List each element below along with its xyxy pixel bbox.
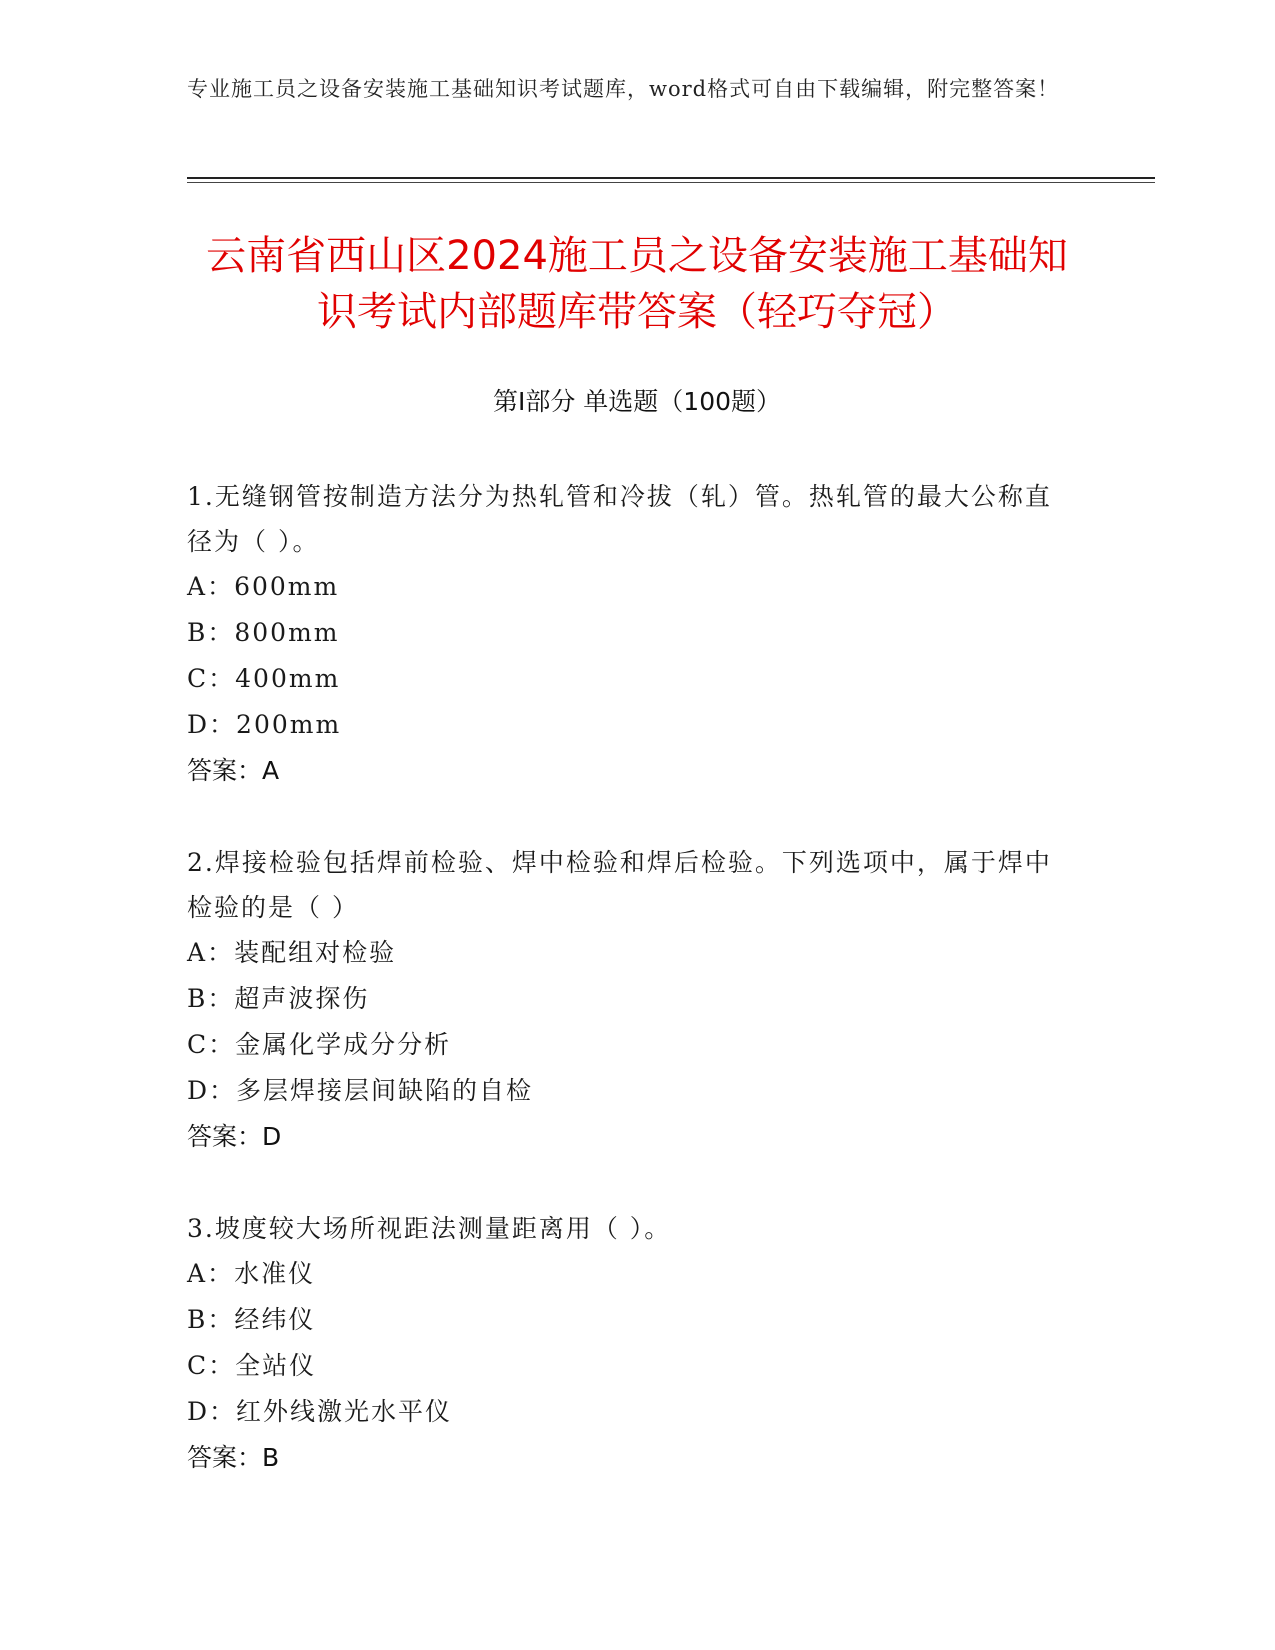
option-letter: C： — [187, 1351, 236, 1380]
option-d — [187, 1389, 1067, 1435]
option-text: 200mm — [236, 710, 342, 739]
option-letter: C： — [187, 664, 236, 693]
option-text: 超声波探伤 — [234, 984, 370, 1013]
option-text: 800mm — [234, 618, 340, 647]
option-c — [187, 1343, 1067, 1389]
question-list — [187, 474, 1067, 1527]
question-stem: 1.无缝钢管按制造方法分为热轧管和冷拔（轧）管。热轧管的最大公称直径为（ ）。 — [187, 482, 1052, 556]
option-letter: A： — [187, 938, 235, 967]
question-1 — [187, 474, 1067, 794]
option-letter: B： — [187, 984, 235, 1013]
option-text: 水准仪 — [234, 1259, 316, 1288]
option-b — [187, 976, 1067, 1022]
question-stem: 3.坡度较大场所视距法测量距离用（ ）。 — [187, 1214, 672, 1243]
question-stem: 2.焊接检验包括焊前检验、焊中检验和焊后检验。下列选项中，属于焊中检验的是（ ） — [187, 848, 1052, 922]
option-text: 600mm — [234, 572, 340, 601]
option-letter: B： — [187, 618, 235, 647]
option-text: 经纬仪 — [234, 1305, 316, 1334]
option-c — [187, 1022, 1067, 1068]
option-letter: A： — [187, 1259, 235, 1288]
option-text: 金属化学成分分析 — [235, 1030, 452, 1059]
option-text: 400mm — [235, 664, 341, 693]
answer: 答案：B — [187, 1443, 280, 1472]
answer: 答案：D — [187, 1122, 282, 1151]
question-3 — [187, 1206, 1067, 1481]
option-letter: D： — [187, 710, 237, 739]
option-a — [187, 564, 1067, 610]
option-text: 全站仪 — [235, 1351, 317, 1380]
option-a — [187, 1251, 1067, 1297]
question-2 — [187, 840, 1067, 1160]
option-b — [187, 1297, 1067, 1343]
header-note: 专业施工员之设备安装施工基础知识考试题库，word格式可自由下载编辑，附完整答案！ — [187, 77, 1060, 101]
option-letter: D： — [187, 1397, 237, 1426]
option-a — [187, 930, 1067, 976]
option-letter: A： — [187, 572, 235, 601]
header-divider-thin — [187, 182, 1155, 183]
option-letter: B： — [187, 1305, 235, 1334]
header-divider-thick — [187, 177, 1155, 179]
option-d — [187, 1068, 1067, 1114]
option-b — [187, 610, 1067, 656]
section-title: 第I部分 单选题（100题） — [492, 387, 782, 416]
document-title: 云南省西山区2024施工员之设备安装施工基础知识考试内部题库带答案（轻巧夺冠） — [206, 233, 1068, 335]
option-text: 多层焊接层间缺陷的自检 — [236, 1076, 534, 1105]
answer: 答案：A — [187, 756, 280, 785]
option-c — [187, 656, 1067, 702]
option-text: 红外线激光水平仪 — [236, 1397, 453, 1426]
option-letter: D： — [187, 1076, 237, 1105]
option-d — [187, 702, 1067, 748]
option-letter: C： — [187, 1030, 236, 1059]
option-text: 装配组对检验 — [234, 938, 397, 967]
